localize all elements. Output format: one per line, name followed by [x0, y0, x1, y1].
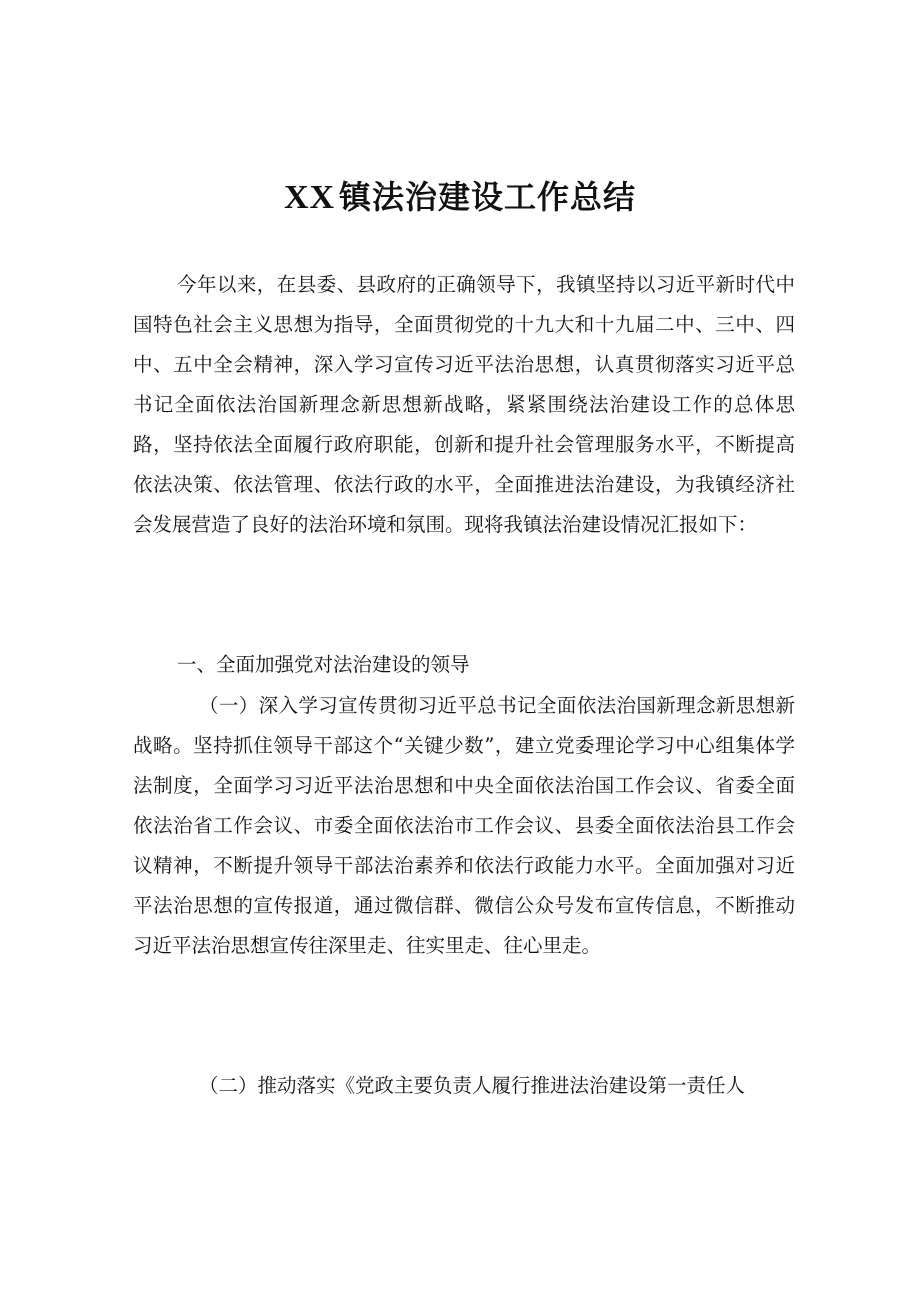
section-item-paragraph: （一）深入学习宣传贯彻习近平总书记全面依法治国新理念新思想新战略。坚持抓住领导干部这个“关键少数”，建立党委理论学习中心组集体学法制度，全面学习习近平法治思想和中央全面依法治国工作会议、省委全面依法治省工作会议、市委全面依法治市工作会议、县委全面依法治县工作会议精神，不断提升领导干部法治素养和依法行政能力水平。全面加强对习近平法治思想的宣传报道，通过微信群、微信公众号发布宣传信息，不断推动习近平法治思想宣传往深里走、往实里走、往心里走。 [133, 694, 795, 957]
document-title [0, 170, 920, 225]
section-item-paragraph-continued: （二）推动落实《党政主要负责人履行推进法治建设第一责任人 [199, 1074, 746, 1097]
intro-paragraph: 今年以来，在县委、县政府的正确领导下，我镇坚持以习近平新时代中国特色社会主义思想为指导，全面贯彻党的十九大和十九届二中、三中、四中、五中全会精神，深入学习宣传习近平法治思想，认真贯彻落实习近平总书记全面依法治国新理念新思想新战略，紧紧围绕法治建设工作的总体思路，坚持依法全面履行政府职能，创新和提升社会管理服务水平，不断提高依法决策、依法管理、依法行政的水平，全面推进法治建设，为我镇经济社会发展营造了良好的法治环境和氛围。现将我镇法治建设情况汇报如下： [133, 273, 795, 536]
title-prefix: XX [283, 179, 336, 216]
title-text: 镇法治建设工作总结 [339, 178, 637, 216]
section-heading: 一、全面加强党对法治建设的领导 [177, 653, 470, 676]
